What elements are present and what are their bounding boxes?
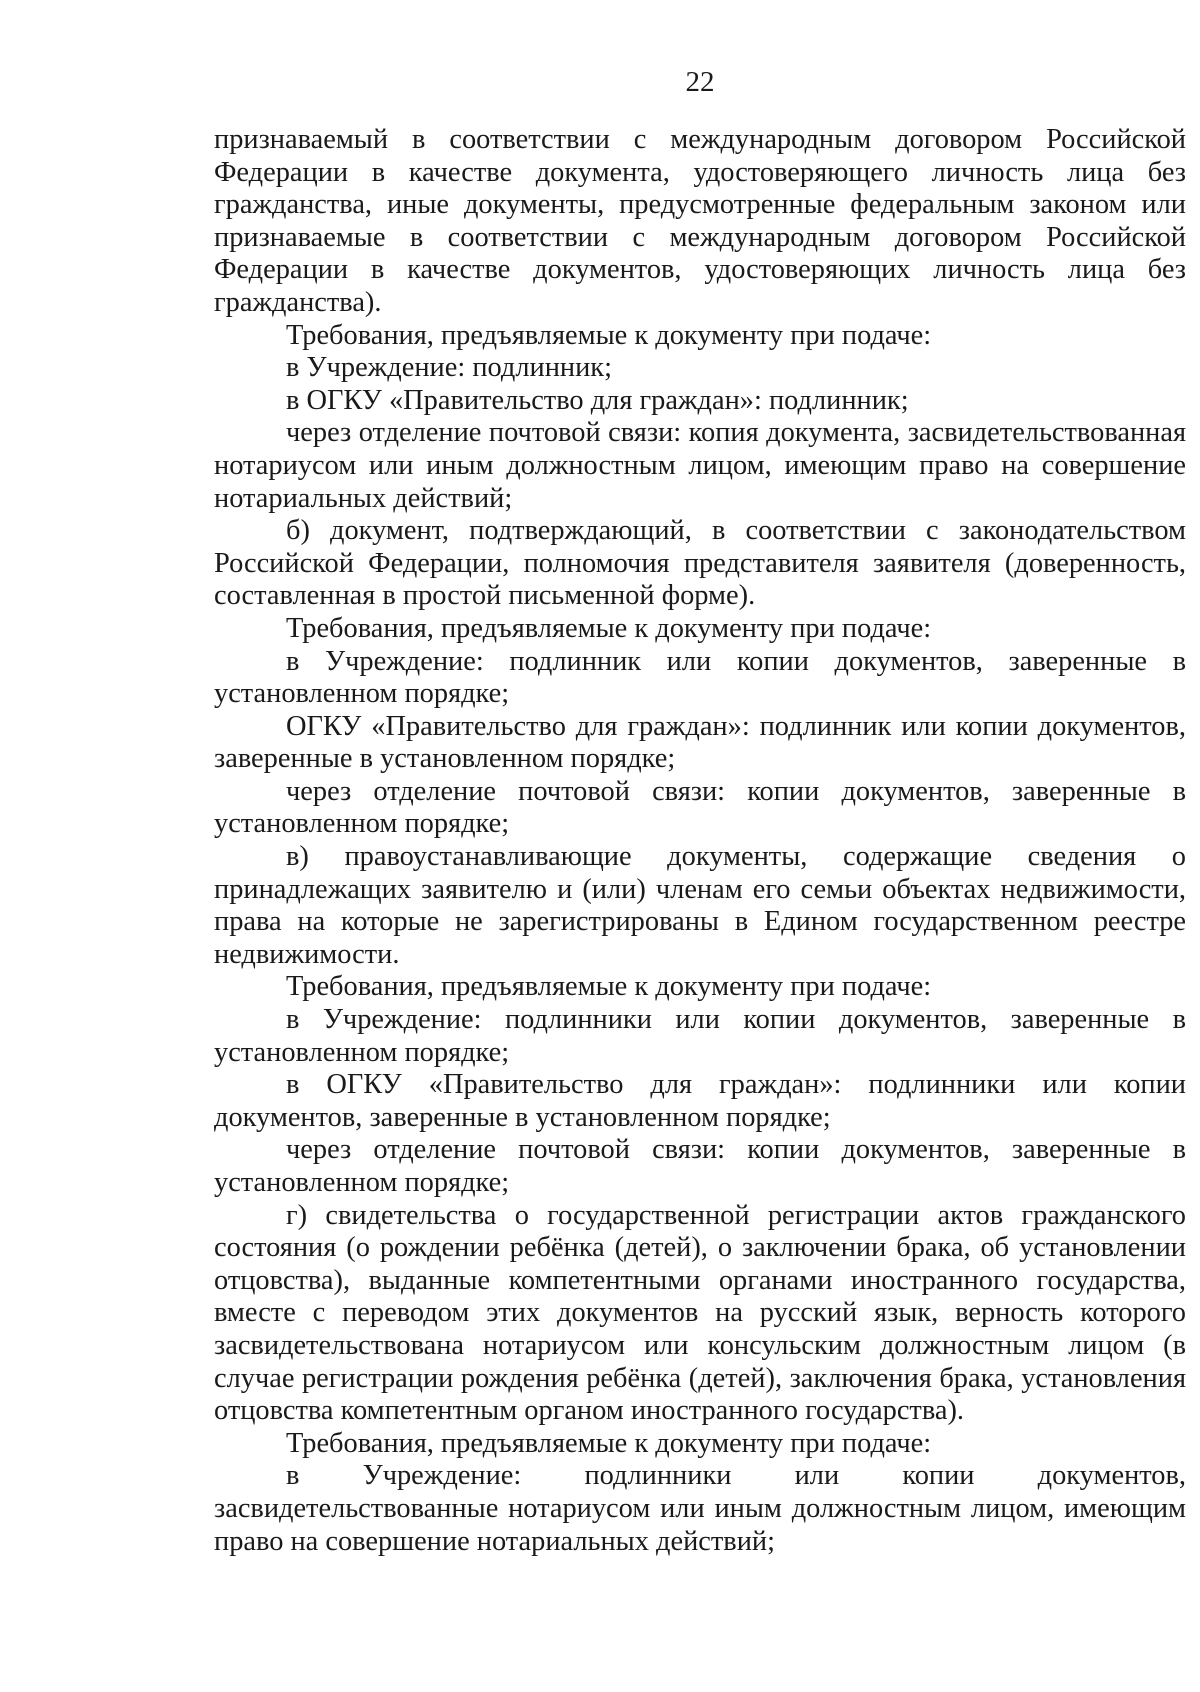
paragraph-item-v: в) правоустанавливающие документы, содержащие сведения о принадлежащих заявителю и (или) членам его семьи объектах недвижимости, права на которые не зарегистрированы в Едином государственном реестре недвижимости. [214, 841, 1186, 970]
paragraph-ogku-copies: ОГКУ «Правительство для граждан»: подлинник или копии документов, заверенные в установленном порядке; [214, 710, 1186, 775]
paragraph-requirements-heading: Требования, предъявляемые к документу при подаче: [286, 612, 932, 644]
paragraph-postal-copies: через отделение почтовой связи: копии документов, заверенные в установленном порядке; [214, 1134, 1186, 1198]
paragraph-institution-copies: в Учреждение: подлинник или копии документов, заверенные в установленном порядке; [214, 645, 1186, 710]
paragraph-ogku-copies: в ОГКУ «Правительство для граждан»: подлинники или копии документов, заверенные в установленном порядке; [214, 1069, 1186, 1133]
paragraph-postal-copy: через отделение почтовой связи: копия документа, засвидетельствованная нотариусом или иным должностным лицом, имеющим право на совершение нотариальных действий; [214, 417, 1186, 514]
page-number: 22 [685, 66, 715, 98]
paragraph-continuation: признаваемый в соответствии с международным договором Российской Федерации в качестве документа, удостоверяющего личность лица без гражданства, иные документы, предусмотренные федеральным законом или признаваемые в соответствии с международным договором Российской Федерации в качестве документов, удостоверяющих личность лица без гражданства). [214, 124, 1186, 318]
document-body [214, 124, 1186, 1558]
paragraph-institution-original: в Учреждение: подлинник; [286, 352, 612, 384]
paragraph-requirements-heading: Требования, предъявляемые к документу при подаче: [286, 319, 932, 351]
paragraph-requirements-heading: Требования, предъявляемые к документу при подаче: [286, 1427, 932, 1459]
paragraph-postal-copies: через отделение почтовой связи: копии документов, заверенные в установленном порядке; [214, 775, 1186, 840]
paragraph-institution-notarized: в Учреждение: подлинники или копии документов, засвидетельствованные нотариусом или иным должностным лицом, имеющим право на совершение нотариальных действий; [214, 1460, 1186, 1557]
paragraph-item-b: б) документ, подтверждающий, в соответствии с законодательством Российской Федерации, полномочия представителя заявителя (доверенность, составленная в простой письменной форме). [214, 515, 1186, 612]
paragraph-institution-copies: в Учреждение: подлинники или копии документов, заверенные в установленном порядке; [214, 1004, 1186, 1068]
paragraph-ogku-original: в ОГКУ «Правительство для граждан»: подлинник; [286, 384, 909, 416]
paragraph-requirements-heading: Требования, предъявляемые к документу при подаче: [286, 971, 932, 1003]
paragraph-item-g: г) свидетельства о государственной регистрации актов гражданского состояния (о рождении ребёнка (детей), о заключении брака, об установлении отцовства), выданные компетентными органами иностранного государства, вместе с переводом этих документов на русский язык, верность которого засвидетельствована нотариусом или консульским должностным лицом (в случае регистрации рождения ребёнка (детей), заключения брака, установления отцовства компетентным органом иностранного государства). [214, 1199, 1186, 1427]
